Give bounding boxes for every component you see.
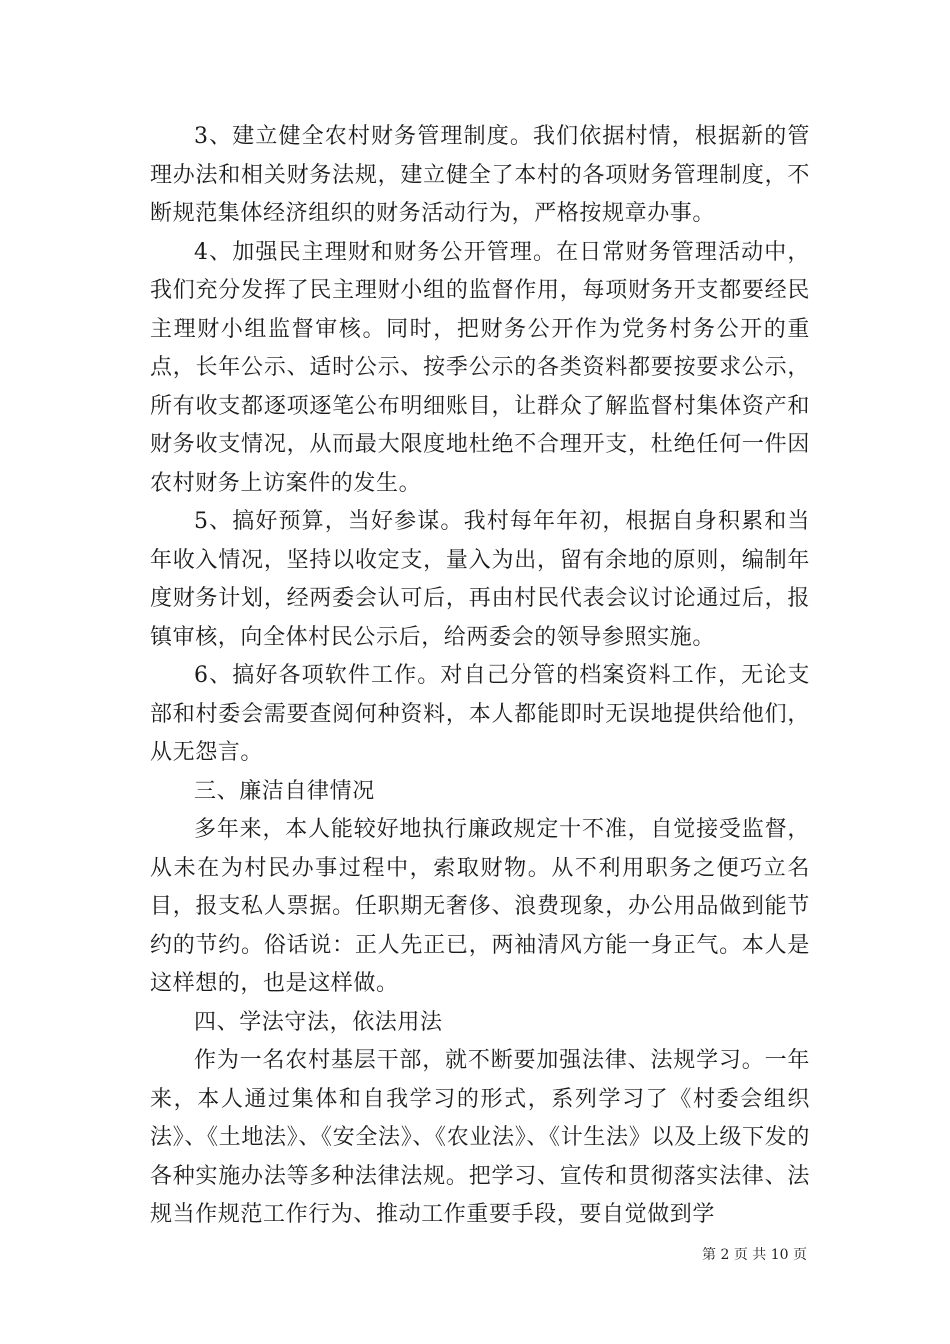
section-heading-law: 四、学法守法，依法用法 <box>194 1009 443 1035</box>
page-number-footer: 第 2 页 共 10 页 <box>702 1247 807 1263</box>
paragraph-item-3: 3、建立健全农村财务管理制度。我们依据村情，根据新的管理办法和相关财务法规，建立健全了本村的各项财务管理制度，不断规范集体经济组织的财务活动行为，严格按规章办事。 <box>150 124 810 226</box>
paragraph-integrity: 多年来，本人能较好地执行廉政规定十不准，自觉接受监督，从未在为村民办事过程中，索取财物。从不利用职务之便巧立名目，报支私人票据。任职期无奢侈、浪费现象，办公用品做到能节约的节约。俗话说：正人先正已，两袖清风方能一身正气。本人是这样想的，也是这样做。 <box>150 817 810 996</box>
paragraph-law: 作为一名农村基层干部，就不断要加强法律、法规学习。一年来，本人通过集体和自我学习的形式，系列学习了《村委会组织法》、《土地法》、《安全法》、《农业法》、《计生法》以及上级下发的各种实施办法等多种法律法规。把学习、宣传和贯彻落实法律、法规当作规范工作行为、推动工作重要手段，要自觉做到学 <box>150 1048 810 1227</box>
paragraph-item-6: 6、搞好各项软件工作。对自己分管的档案资料工作，无论支部和村委会需要查阅何种资料，本人都能即时无误地提供给他们，从无怨言。 <box>150 663 810 765</box>
paragraph-item-4: 4、加强民主理财和财务公开管理。在日常财务管理活动中，我们充分发挥了民主理财小组的监督作用，每项财务开支都要经民主理财小组监督审核。同时，把财务公开作为党务村务公开的重点，长年公示、适时公示、按季公示的各类资料都要按要求公示，所有收支都逐项逐笔公布明细账目，让群众了解监督村集体资产和财务收支情况，从而最大限度地杜绝不合理开支，杜绝任何一件因农村财务上访案件的发生。 <box>150 239 810 496</box>
document-body <box>150 118 810 1235</box>
paragraph-item-5: 5、搞好预算，当好参谋。我村每年年初，根据自身积累和当年收入情况，坚持以收定支，量入为出，留有余地的原则，编制年度财务计划，经两委会认可后，再由村民代表会议讨论通过后，报镇审核，向全体村民公示后，给两委会的领导参照实施。 <box>150 509 810 650</box>
section-heading-integrity: 三、廉洁自律情况 <box>194 778 375 804</box>
